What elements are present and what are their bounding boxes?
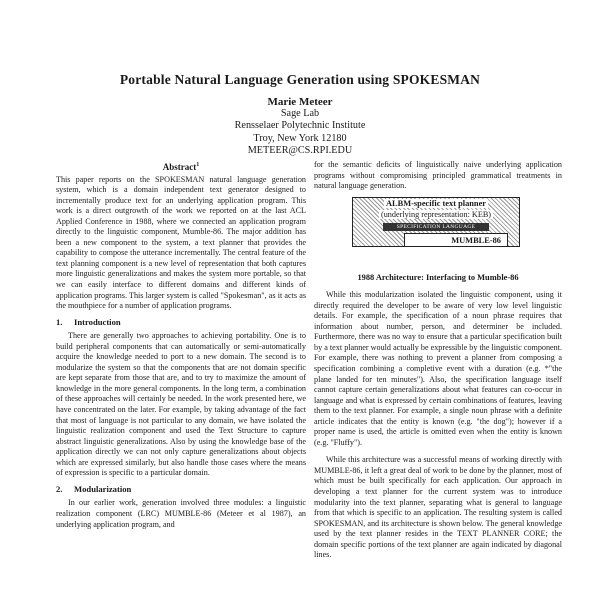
text-planner-label: ALBM-specific text planner [385, 198, 487, 208]
section-2-paragraph: In our earlier work, generation involved three modules: a linguistic realization component (LRC) MUMBLE-86 (Meteer et al 1987), an underlying application program, and [56, 498, 306, 529]
author-address: Troy, New York 12180 [253, 132, 347, 144]
abstract-heading: Abstract$^1$ [162, 162, 200, 172]
paper-title: Portable Natural Language Generation using SPOKESMAN [119, 72, 481, 87]
abstract-text: This paper reports on the SPOKESMAN natural language generation system, which is a domain independent text generator designed to incrementally produce text for an underlying application program. This work is a direct outgrowth of the work we reported on at the last ACL Applied Conference in 1988, where we connected an application program directly to the linguistic component, Mumble-86. The major addition has been a new component to the system, a text planner that provides the capability to compose the utterance incrementally. The central feature of the text planning component is a new level of representation that both captures more linguistic generalizations and makes the system more portable, so that we can easily interface to different domains and different kinds of application programs. This larger system is called "Spokesman", as it acts as the mouthpiece for a number of application programs. [56, 174, 306, 311]
specification-language-band: SPECIFICATION LANGUAGE [383, 223, 489, 231]
section-1-heading: 1. Introduction [56, 316, 121, 327]
figure-caption: 1988 Architecture: Interfacing to Mumble-86 [357, 272, 519, 282]
abstract-footnote-mark: 1 [196, 162, 200, 168]
author-affiliation-lab: Sage Lab [280, 108, 320, 120]
continuation-text: for the semantic deficits of linguistically naive underlying application programs without compromising principled grammatical treatments in natural language generation. [314, 160, 562, 191]
author-affiliation-institute: Rensselaer Polytechnic Institute [234, 120, 366, 132]
right-column [314, 160, 562, 561]
left-column [56, 160, 306, 530]
body-paragraph-2: While this architecture was a successful means of working directly with MUMBLE-86, it left a great deal of work to be done by the planner, most of which must be built specifically for each application. Our approach in developing a text planner for the current system was to introduce modularity into the text planner, separating what is general to language from that which is specific to an application. The resulting system is called SPOKESMAN, and its architecture is shown below. The general knowledge used by the text planner resides in the TEXT PLANNER CORE; the domain specific portions of the text planner are again indicated by diagonal lines. [314, 455, 562, 560]
architecture-figure [344, 197, 526, 271]
author-block [0, 96, 600, 157]
author-name: Marie Meteer [267, 96, 333, 108]
author-email: METEER@CS.RPI.EDU [247, 144, 353, 156]
body-paragraph-1: While this modularization isolated the linguistic component, using it directly required the developer to be aware of very low level linguistic details. For example, the specification of a noun phrase requires that information about number, person, and determiner be included. Furthermore, there was no way to ensure that a particular specification built by a text planner would actually be expressible by the linguistic component. For example, there was nothing to prevent a planner from composing a specification combining a completive event with a duration (e.g. *"the plane landed for ten minutes"). Also, the specification language itself cannot capture certain generalizations about what features can co-occur in language and what is expressed by certain combinations of features, leaving them to the text planner. For example, a single noun phrase with a definite article indicates that the entity is known (e.g. "the dog"); however if a proper name is used, the article is omitted even when the entity is known (e.g. "Fluffy"). [314, 290, 562, 447]
representation-label: (underlying representation: KEB) [380, 209, 492, 219]
section-1-paragraph: There are generally two approaches to achieving portability. One is to build peripheral components that can automatically or semi-automatically acquire the knowledge needed to port to a new domain. The second is to modularize the system so that the components that are not domain specific are kept separate from those that are, and to try to maximize the amount of knowledge in the more general components. In the long term, a combination of these approaches will certainly be needed. In the work presented here, we have concentrated on the later. For example, by taking advantage of the fact that most of language is not particular to any domain, we have isolated the linguistic realization component and used the Text Structure to capture abstract linguistic generalizations. Also by using the knowledge base of the application directly we can not only capture generalizations about objects which are expressed similarly, but also handle those cases where the means of expression is specific to a particular domain. [56, 331, 306, 478]
mumble-box: MUMBLE-86 [404, 233, 508, 247]
section-2-heading: 2. Modularization [56, 483, 132, 494]
